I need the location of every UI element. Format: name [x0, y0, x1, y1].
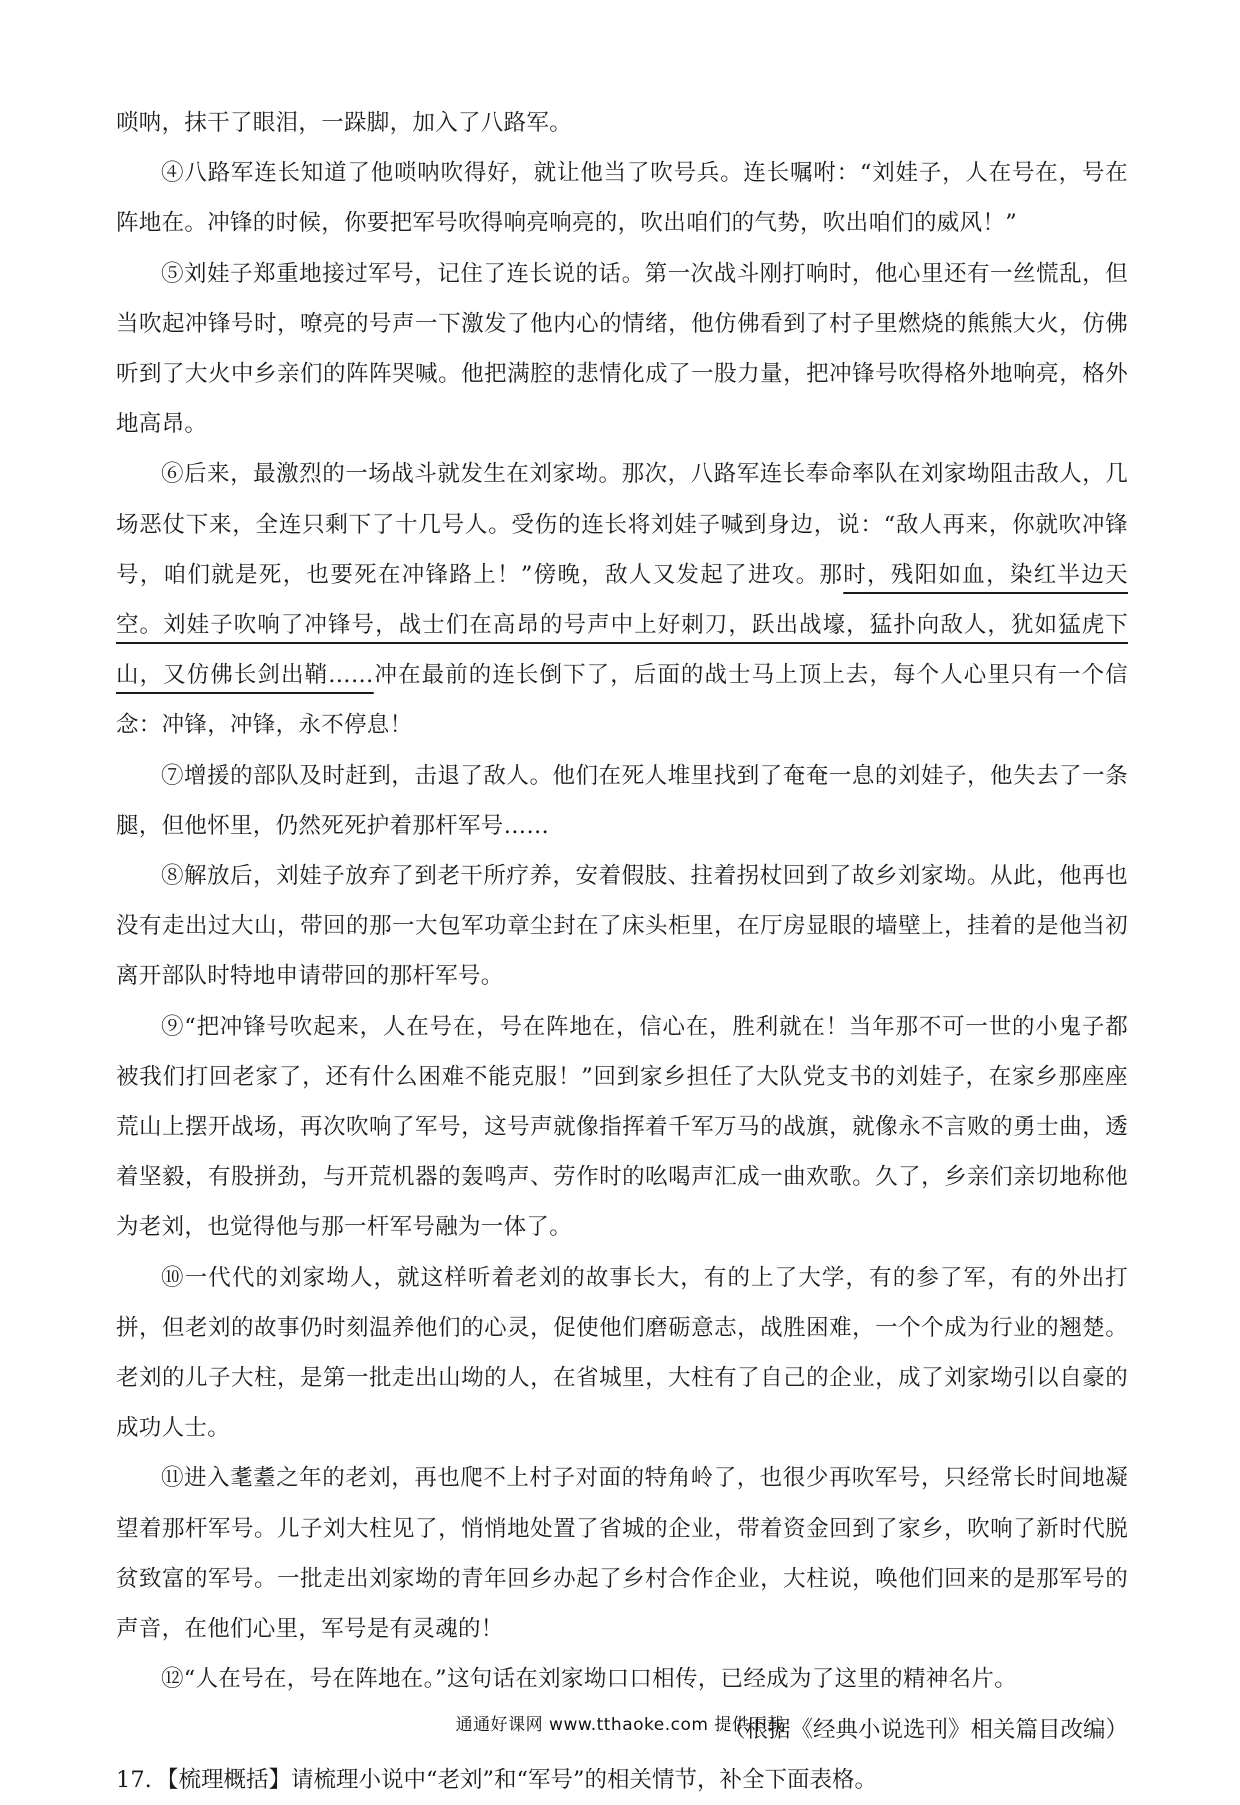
page-footer: 通通好课网 www.tthaoke.com 提供下载	[455, 1715, 785, 1735]
underlined-sentence: 时，残阳如血，染红半边天空。刘娃子吹响了冲锋号，战士们在高昂的号声中上好刺刀，跃出战壕，猛扑向敌人，犹如猛虎下山，又仿佛长剑出鞘……	[116, 561, 1128, 689]
article-body	[116, 98, 1128, 1805]
paragraph-7: ⑦增援的部队及时赶到，击退了敌人。他们在死人堆里找到了奄奄一息的刘娃子，他失去了一条腿，但他怀里，仍然死死护着那杆军号……	[116, 762, 1128, 839]
question-text: 【梳理概括】请梳理小说中“老刘”和“军号”的相关情节，补全下面表格。	[156, 1766, 878, 1793]
question-number: 17.	[116, 1766, 152, 1793]
paragraph-10: ⑩一代代的刘家坳人，就这样听着老刘的故事长大，有的上了大学，有的参了军，有的外出打拼，但老刘的故事仍时刻温养他们的心灵，促使他们磨砺意志，战胜困难，一个个成为行业的翘楚。老刘的儿子大柱，是第一批走出山坳的人，在省城里，大柱有了自己的企业，成了刘家坳引以自豪的成功人士。	[116, 1264, 1128, 1442]
question-17	[116, 1755, 1128, 1805]
paragraph-11: ⑪进入耄耋之年的老刘，再也爬不上村子对面的特角岭了，也很少再吹军号，只经常长时间地凝望着那杆军号。儿子刘大柱见了，悄悄地处置了省城的企业，带着资金回到了家乡，吹响了新时代脱贫致富的军号。一批走出刘家坳的青年回乡办起了乡村合作企业，大柱说，唤他们回来的是那军号的声音，在他们心里，军号是有灵魂的！	[116, 1465, 1128, 1643]
source-citation: （根据《经典小说选刊》相关篇目改编）	[722, 1716, 1128, 1743]
paragraph-6-text: ⑥后来，最激烈的一场战斗就发生在刘家坳。那次，八路军连长奉命率队在刘家坳阻击敌人，几场恶仗下来，全连只剩下了十几号人。受伤的连长将刘娃子喊到身边，说：“敌人再来，你就吹冲锋号，咱们就是死，也要死在冲锋路上！”傍晚，敌人又发起了进攻。那	[116, 461, 1128, 588]
paragraph-3-continuation: 唢呐，抹干了眼泪，一跺脚，加入了八路军。	[116, 110, 573, 136]
paragraph-4: ④八路军连长知道了他唢呐吹得好，就让他当了吹号兵。连长嘱咐：“刘娃子，人在号在，号在阵地在。冲锋的时候，你要把军号吹得响亮响亮的，吹出咱们的气势，吹出咱们的威风！”	[116, 160, 1128, 237]
paragraph-6-ending: 冲在最前的连长倒下了，后面的战士马上顶上去，每个人心里只有一个信念：冲锋，冲锋，永不停息！	[116, 662, 1128, 739]
paragraph-9: ⑨“把冲锋号吹起来，人在号在，号在阵地在，信心在，胜利就在！当年那不可一世的小鬼子都被我们打回老家了，还有什么困难不能克服！”回到家乡担任了大队党支书的刘娃子，在家乡那座座荒山上摆开战场，再次吹响了军号，这号声就像指挥着千军万马的战旗，就像永不言败的勇士曲，透着坚毅，有股拼劲，与开荒机器的轰鸣声、劳作时的吆喝声汇成一曲欢歌。久了，乡亲们亲切地称他为老刘，也觉得他与那一杆军号融为一体了。	[116, 1013, 1128, 1241]
paragraph-8: ⑧解放后，刘娃子放弃了到老干所疗养，安着假肢、拄着拐杖回到了故乡刘家坳。从此，他再也没有走出过大山，带回的那一大包军功章尘封在了床头柜里，在厅房显眼的墙壁上，挂着的是他当初离开部队时特地申请带回的那杆军号。	[116, 863, 1128, 990]
paragraph-12: ⑫“人在号在，号在阵地在。”这句话在刘家坳口口相传，已经成为了这里的精神名片。	[161, 1666, 1017, 1693]
paragraph-5: ⑤刘娃子郑重地接过军号，记住了连长说的话。第一次战斗刚打响时，他心里还有一丝慌乱，但当吹起冲锋号时，嘹亮的号声一下激发了他内心的情绪，他仿佛看到了村子里燃烧的熊熊大火，仿佛听到了大火中乡亲们的阵阵哭喊。他把满腔的悲情化成了一股力量，把冲锋号吹得格外地响亮，格外地高昂。	[116, 260, 1128, 438]
paragraph-6	[116, 449, 1128, 750]
